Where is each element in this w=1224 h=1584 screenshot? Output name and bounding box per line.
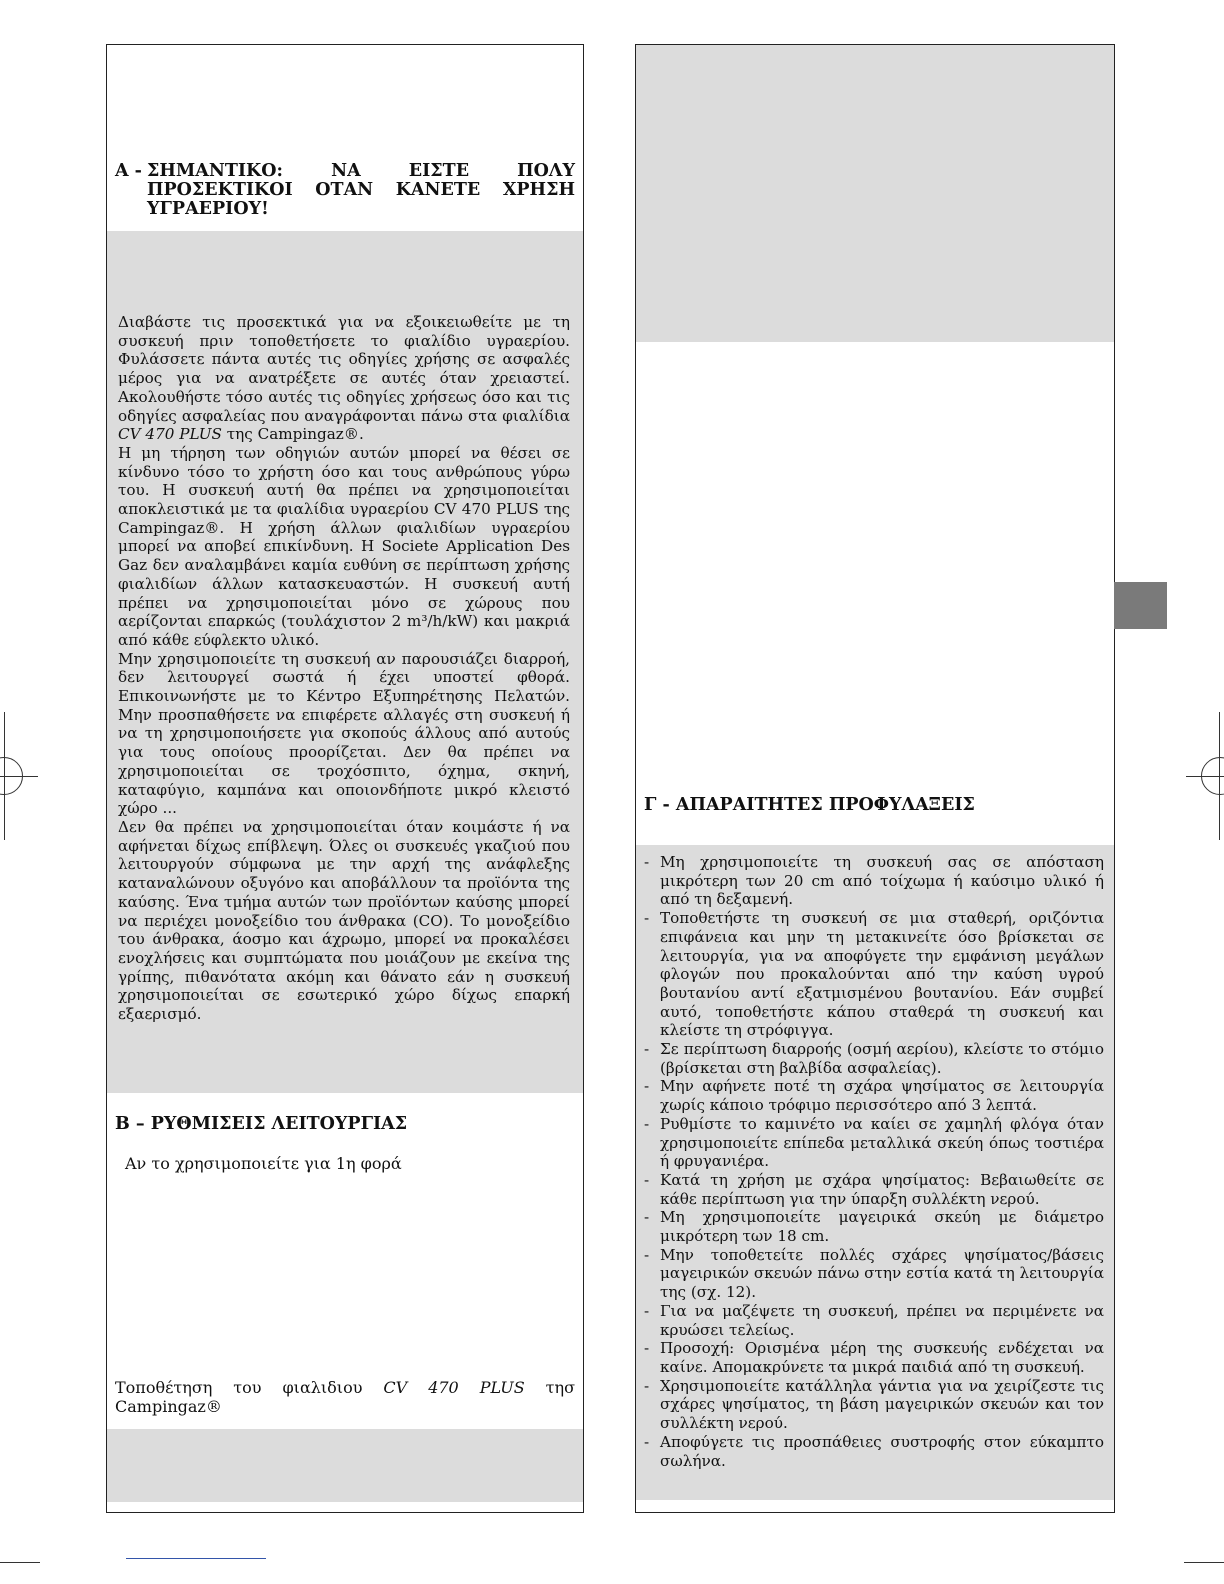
left-column [106, 44, 584, 1513]
crop-mark-bottom-right [1184, 1562, 1224, 1563]
precaution-item: - Μη χρησιμοποιείτε μαγειρικά σκεύη με διάμετρο μικρότερη των 18 cm. [644, 1208, 1104, 1245]
precaution-item: - Αποφύγετε τις προσπάθειες συστροφής στον εύκαμπτο σωλήνα. [644, 1433, 1104, 1470]
placement-panel [107, 1429, 583, 1502]
precaution-item: - Σε περίπτωση διαρροής (οσμή αερίου), κλείστε το στόμιο (βρίσκεται στη βαλβίδα ασφαλείας). [644, 1040, 1104, 1077]
first-use-subheading: Αν το χρησιμοποιείτε για 1η φορά [125, 1154, 402, 1173]
precaution-item: - Κατά τη χρήση με σχάρα ψησίματος: Βεβαιωθείτε σε κάθε περίπτωση για την ύπαρξη συλλέκτη νερού. [644, 1171, 1104, 1208]
section-b-heading: B – ΡΥΘΜΙΣΕΙΣ ΛΕΙΤΟΥΡΓΙΑΣ [115, 1114, 408, 1134]
section-c-heading: Γ - ΑΠΑΡΑΙΤΗΤΕΣ ΠΡΟΦΥΛΑΞΕΙΣ [644, 795, 975, 815]
top-panel [636, 45, 1114, 342]
precaution-item: - Χρησιμοποιείτε κατάλληλα γάντια για να χειρίζεστε τις σχάρες ψησίματος, τη βάση μαγειρικών σκευών και τον συλλέκτη νερού. [644, 1377, 1104, 1433]
precaution-item: - Μη χρησιμοποιείτε τη συσκευή σας σε απόσταση μικρότερη των 20 cm από τοίχωμα ή καύσιμο υλικό ή από τη δεξαμενή. [644, 853, 1104, 909]
section-a-title-line1: ΣΗΜΑΝΤΙΚΟ: ΝΑ ΕΙΣΤΕ ΠΟΛΥ [147, 161, 575, 181]
color-bar-line [126, 1558, 266, 1559]
crop-mark-bottom-left [0, 1562, 40, 1563]
right-column [635, 44, 1115, 1513]
registration-mark-right-icon [1201, 757, 1224, 795]
section-tab-marker [1114, 582, 1167, 629]
section-a-title-line2: ΠΡΟΣΕΚΤΙΚΟΙ ΟΤΑΝ ΚΑΝΕΤΕ ΧΡΗΣΗ [147, 180, 575, 200]
precaution-item: - Προσοχή: Ορισμένα μέρη της συσκευής ενδέχεται να καίνε. Απομακρύνετε τα μικρά παιδιά από τη συσκευή. [644, 1339, 1104, 1376]
precaution-item: - Τοποθετήστε τη συσκευή σε μια σταθερή, οριζόντια επιφάνεια και μην τη μετακινείτε όσο βρίσκεται σε λειτουργία, για να αποφύγετε την εμφάνιση μεγάλων φλογών που προκαλούνται από την καύση υγρού βουτανίου αντί εξατμισμένου βουτανίου. Εάν συμβεί αυτό, τοποθετήστε κάπου σταθερά τη συσκευή και κλείστε τη στρόφιγγα. [644, 909, 1104, 1040]
warning-paragraph-1: Διαβάστε τις προσεκτικά για να εξοικειωθείτε με τη συσκευή πριν τοποθετήσετε το φιαλίδιο υγραερίου. Φυλάσσετε πάντα αυτές τις οδηγίες χρήσης σε ασφαλές μέρος για να ανατρέξετε σε αυτές όταν χρειαστεί. Ακολουθήστε τόσο αυτές τις οδηγίες χρήσεως όσο και τις οδηγίες ασφαλείας που αναγράφονται πάνω στα φιαλίδια CV 470 PLUS της Campingaz®. [118, 313, 570, 444]
precaution-item: - Για να μαζέψετε τη συσκευή, πρέπει να περιμένετε να κρυώσει τελείως. [644, 1302, 1104, 1339]
warning-paragraph-2: Η μη τήρηση των οδηγιών αυτών μπορεί να θέσει σε κίνδυνο τόσο το χρήστη όσο και τους ανθρώπους γύρω του. Η συσκευή αυτή θα πρέπει να χρησιμοποιείται αποκλειστικά με τα φιαλίδια υγραερίου CV 470 PLUS της Campingaz®. Η χρήση άλλων φιαλιδίων υγραερίου μπορεί να αποβεί επικίνδυνη. Η Societe Application Des Gaz δεν αναλαμβάνει καμία ευθύνη σε περίπτωση χρήσης φιαλιδίων άλλων κατασκευαστών. Η συσκευή αυτή πρέπει να χρησιμοποιείται μόνο σε χώρους που αερίζονται επαρκώς (τουλάχιστον 2 m³/h/kW) και μακριά από κάθε εύφλεκτο υλικό. [118, 443, 570, 649]
cartridge-placement-subheading: Τοποθέτηση του φιαλιδιου CV 470 PLUS τησ Campingaz® [115, 1378, 576, 1416]
section-a-number: A - [115, 161, 142, 181]
section-a-title-line3: ΥΓΡΑΕΡΙΟΥ! [147, 199, 269, 219]
precautions-list [644, 853, 1104, 1470]
registration-mark-left-icon [0, 757, 23, 795]
warning-paragraph-4: Δεν θα πρέπει να χρησιμοποιείται όταν κοιμάστε ή να αφήνεται δίχως επίβλεψη. Όλες οι συσκευές γκαζιού που λειτουργούν σύμφωνα με την αρχή της ανάφλεξης καταναλώνουν οξυγόνο και αποβάλλουν τα προϊόντα της καύσης. Ένα τμήμα αυτών των προϊόντων καύσης μπορεί να περιέχει μονοξείδιο του άνθρακα (CO). Το μονοξείδιο του άνθρακα, άοσμο και άχρωμο, μπορεί να προκαλέσει ενοχλήσεις και συμπτώματα που μοιάζουν με εκείνα της γρίπης, πιθανότατα ακόμη και θάνατο εάν η συσκευή χρησιμοποιείται σε εσωτερικό χώρο δίχως επαρκή εξαερισμό. [118, 817, 570, 1024]
section-a-heading [115, 162, 575, 219]
warning-text [118, 313, 570, 1024]
precaution-item: - Ρυθμίστε το καμινέτο να καίει σε χαμηλή φλόγα όταν χρησιμοποιείτε επίπεδα μεταλλικά σκεύη όπως τοστιέρα ή φρυγανιέρα. [644, 1115, 1104, 1171]
precaution-item: - Μην αφήνετε ποτέ τη σχάρα ψησίματος σε λειτουργία χωρίς κάποιο τρόφιμο περισσότερο από 3 λεπτά. [644, 1077, 1104, 1114]
precaution-item: - Μην τοποθετείτε πολλές σχάρες ψησίματος/βάσεις μαγειρικών σκευών πάνω στην εστία κατά τη λειτουργία της (σχ. 12). [644, 1246, 1104, 1302]
warning-paragraph-3: Μην χρησιμοποιείτε τη συσκευή αν παρουσιάζει διαρροή, δεν λειτουργεί σωστά ή έχει υποστεί φθορά. Επικοινωνήστε με το Κέντρο Εξυπηρέτησης Πελατών. Μην προσπαθήσετε να επιφέρετε αλλαγές στη συσκευή ή να τη χρησιμοποιήσετε για σκοπούς άλλους από αυτούς για τους οποίους προορίζεται. Δεν θα πρέπει να χρησιμοποιείται σε τροχόσπιτο, όχημα, σκηνή, καταφύγιο, καμπάνα και οποιονδήποτε μικρό κλειστό χώρο ... [118, 649, 570, 818]
